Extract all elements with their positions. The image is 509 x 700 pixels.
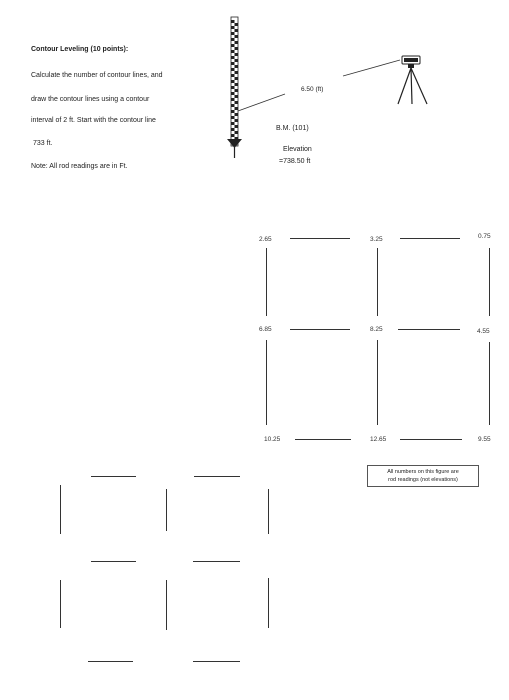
grid-line [290,329,350,330]
benchmark-marker-icon [227,139,242,158]
rod-reading-r1c0: 6.85 [259,326,272,333]
problem-text-line-3: interval of 2 ft. Start with the contour line [31,117,156,124]
answer-grid-line [193,661,240,662]
grid-line [377,248,378,316]
grid-line [295,439,351,440]
grid-line [290,238,350,239]
answer-grid-line [60,485,61,534]
answer-grid-line [268,489,269,534]
benchmark-label: B.M. (101) [276,125,309,132]
rod-reading-r2c1: 12.65 [370,436,387,443]
answer-grid-line [91,561,136,562]
elevation-value: =738.50 ft [279,158,311,165]
grid-note-box [367,465,479,487]
answer-grid-line [91,476,136,477]
grid-line [400,238,460,239]
elevation-label: Elevation [283,146,312,153]
grid-note-line-2: rod readings (not elevations) [388,477,458,483]
level-instrument-icon [398,56,427,104]
rod-reading-r0c0: 2.65 [259,236,272,243]
grid-line [489,342,490,425]
answer-grid-line [194,476,240,477]
grid-line [266,248,267,316]
answer-grid-line [60,580,61,628]
grid-line [400,439,462,440]
answer-grid-line [166,489,167,531]
rod-reading-r0c1: 3.25 [370,236,383,243]
grid-note-line-1: All numbers on this figure are [387,469,459,475]
rod-reading-r2c2: 9.55 [478,436,491,443]
problem-text-line-1: Calculate the number of contour lines, and [31,72,163,79]
answer-grid-line [268,578,269,628]
rod-reading-r2c0: 10.25 [264,436,281,443]
grid-line [377,340,378,425]
problem-note: Note: All rod readings are in Ft. [31,163,128,170]
answer-grid-line [193,561,240,562]
answer-grid-line [88,661,133,662]
problem-title: Contour Leveling (10 points): [31,46,129,53]
grid-line [398,329,460,330]
answer-grid-line [166,580,167,630]
rod-reading-r1c2: 4.55 [477,328,490,335]
grid-line [266,340,267,425]
grid-line [489,248,490,316]
problem-text-line-2: draw the contour lines using a contour [31,96,150,103]
backsight-reading: 6.50 (ft) [301,86,324,93]
leveling-rod [231,17,238,146]
rod-reading-r1c1: 8.25 [370,326,383,333]
problem-text-line-4: 733 ft. [33,140,53,147]
rod-reading-r0c2: 0.75 [478,233,491,240]
